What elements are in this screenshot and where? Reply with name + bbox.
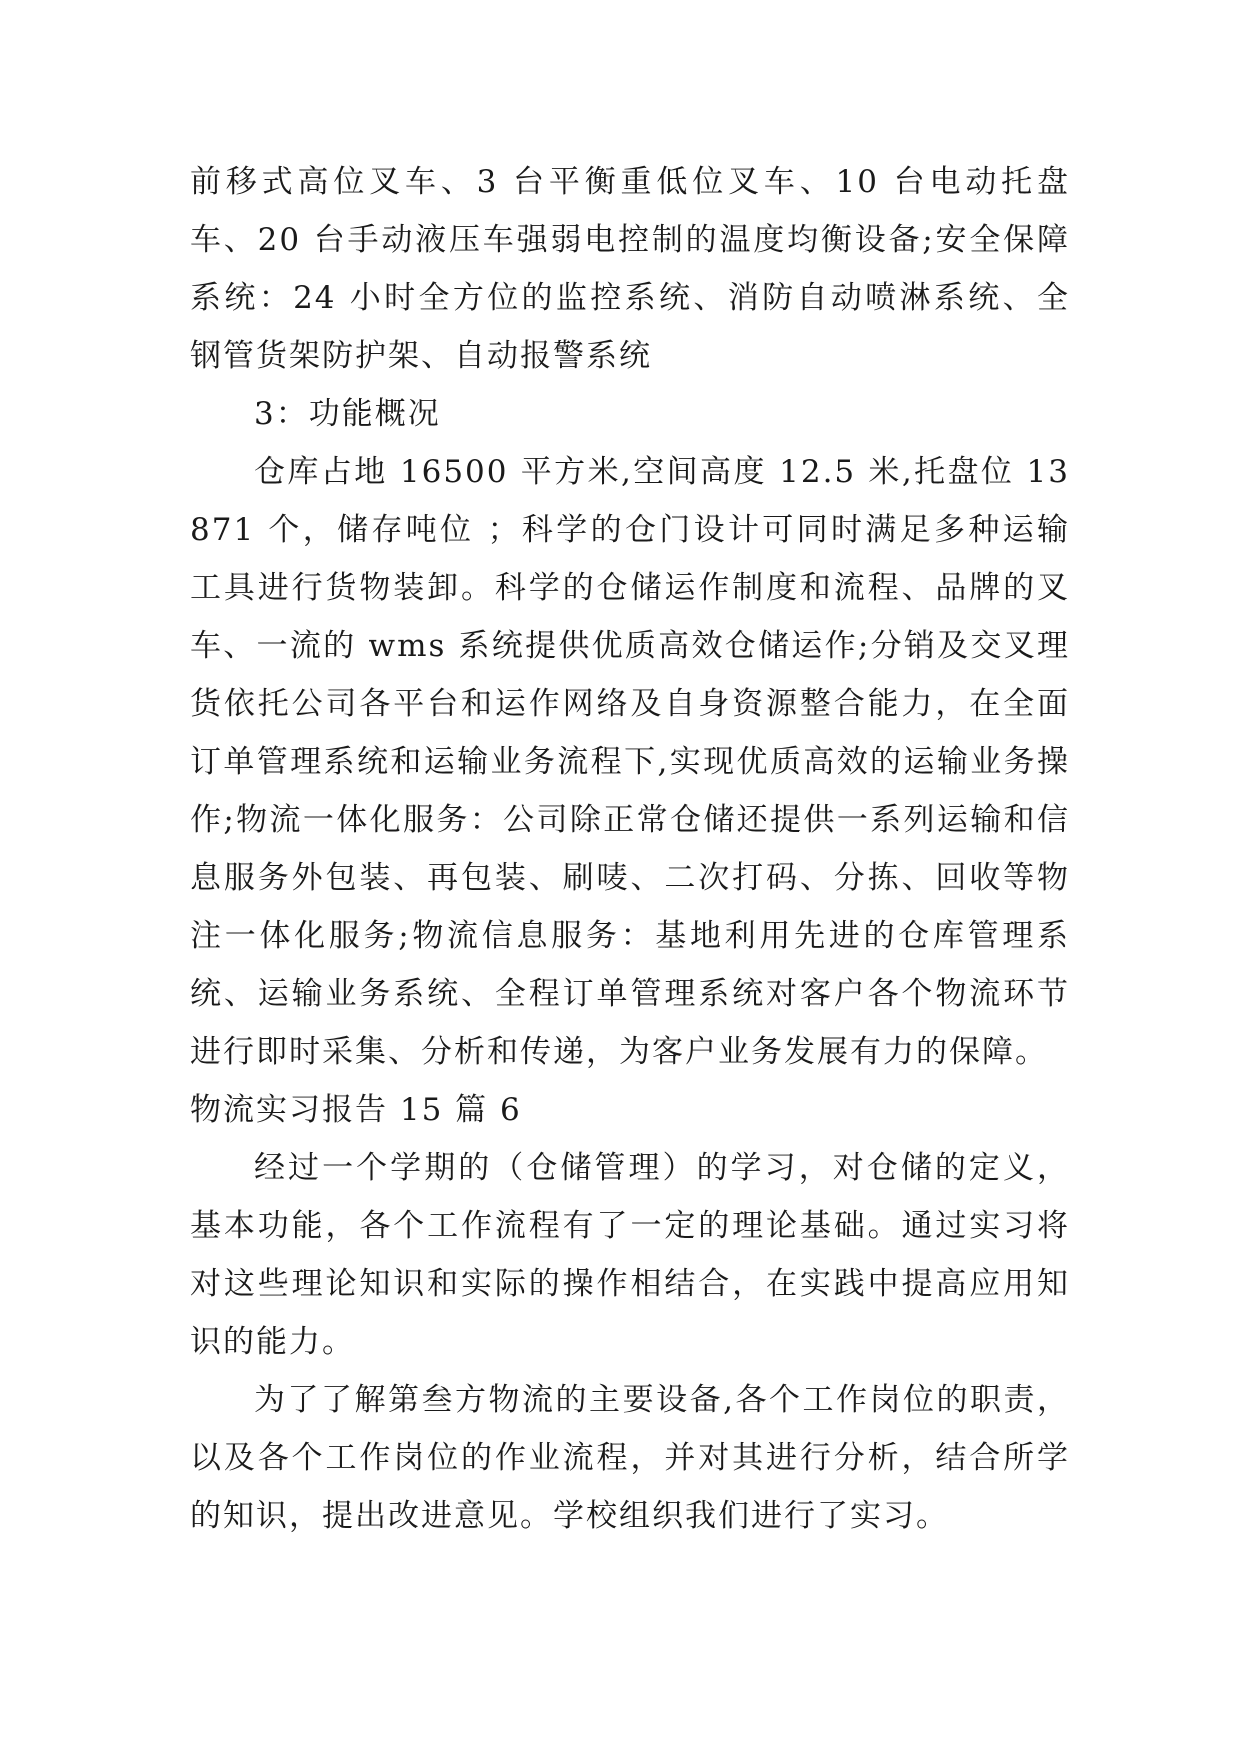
paragraph-internship-purpose: 为了了解第叁方物流的主要设备,各个工作岗位的职责，以及各个工作岗位的作业流程，并对其进行分析，结合所学的知识，提出改进意见。学校组织我们进行了实习。 (190, 1382, 1070, 1534)
paragraph-study-intro: 经过一个学期的（仓储管理）的学习，对仓储的定义，基本功能，各个工作流程有了一定的理论基础。通过实习将对这些理论知识和实际的操作相结合，在实践中提高应用知识的能力。 (190, 1150, 1070, 1360)
document-body (190, 153, 1070, 1545)
paragraph-warehouse-overview: 仓库占地 16500 平方米,空间高度 12.5 米,托盘位 13871 个，储存吨位 ；科学的仓门设计可同时满足多种运输工具进行货物装卸。科学的仓储运作制度和流程、品牌的叉车、一流的 wms 系统提供优质高效仓储运作;分销及交叉理货依托公司各平台和运作网络及自身资源整合能力，在全面订单管理系统和运输业务流程下,实现优质高效的运输业务操作;物流一体化服务：公司除正常仓储还提供一系列运输和信息服务外包装、再包装、刷唛、二次打码、分拣、回收等物注一体化服务;物流信息服务：基地利用先进的仓库管理系统、运输业务系统、全程订单管理系统对客户各个物流环节进行即时采集、分析和传递，为客户业务发展有力的保障。 (190, 454, 1070, 1070)
report-title: 物流实习报告 15 篇 6 (190, 1092, 522, 1128)
section-heading-function-overview: 3：功能概况 (254, 396, 441, 432)
paragraph-equipment: 前移式高位叉车、3 台平衡重低位叉车、10 台电动托盘车、20 台手动液压车强弱电控制的温度均衡设备;安全保障系统：24 小时全方位的监控系统、消防自动喷淋系统、全钢管货架防护架、自动报警系统 (190, 164, 1070, 374)
